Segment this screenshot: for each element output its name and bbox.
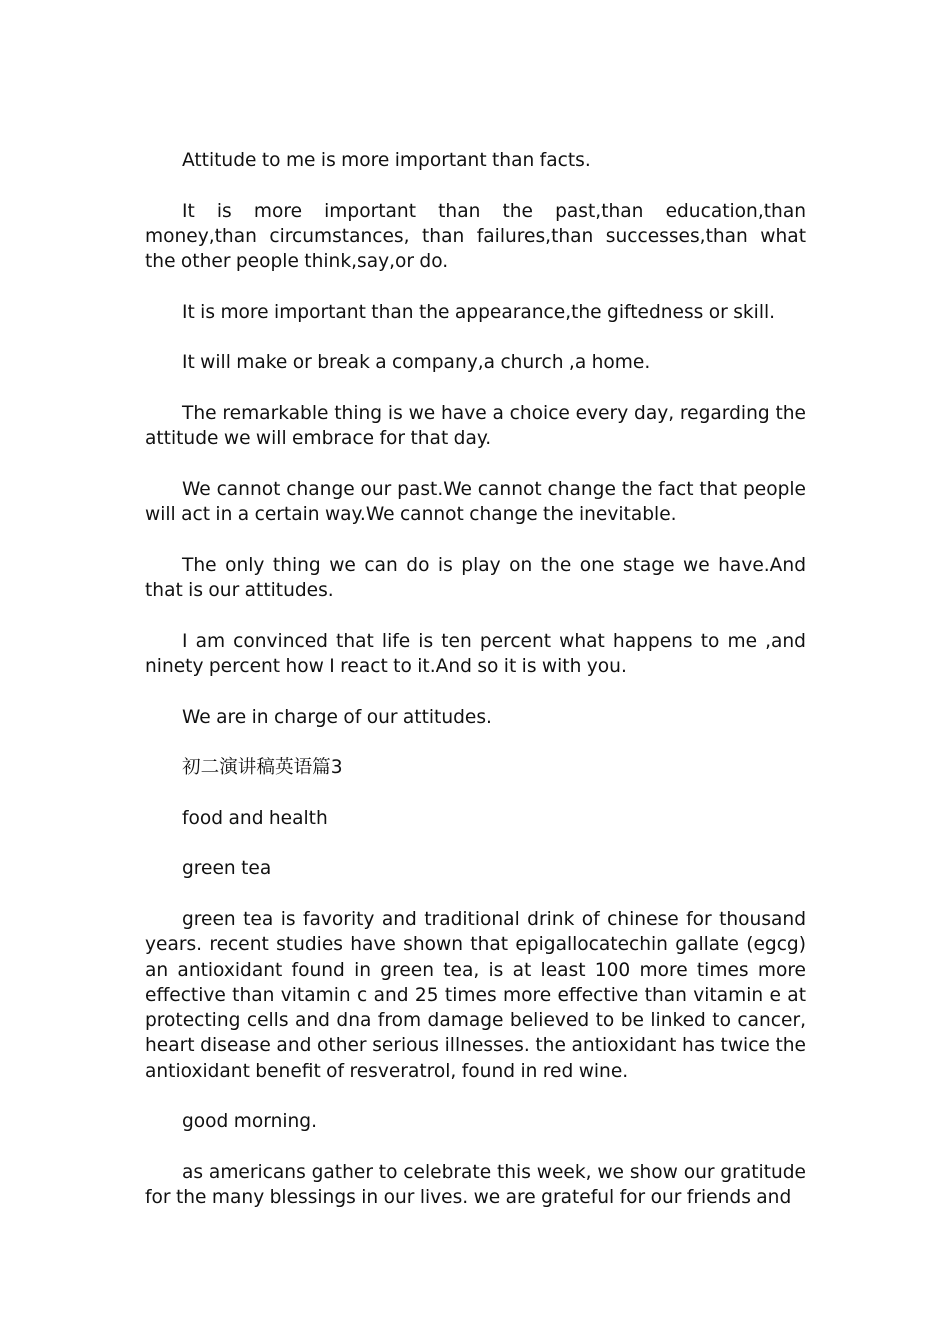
paragraph-attitude-facts: Attitude to me is more important than facts. [182, 150, 591, 171]
subheading-food-health: food and health [182, 807, 328, 829]
paragraph-in-charge: We are in charge of our attitudes. [182, 706, 492, 728]
subheading-green-tea: green tea [182, 858, 272, 880]
paragraph-make-or-break: It will make or break a company,a church ,a home. [182, 352, 651, 374]
paragraph-remarkable-thing: The remarkable thing is we have a choice every day, regarding the attitude we will embrace for that day. [145, 402, 806, 450]
section-heading: 初二演讲稿英语篇3 [182, 757, 343, 779]
paragraph-green-tea: green tea is favority and traditional drink of chinese for thousand years. recent studies have shown that epigallocatechin gallate (egcg) an antioxidant found in green tea, is at least 100 more times more effective than vitamin c and 25 times more effective than vitamin e at protecting cells and dna from damage believed to be linked to cancer, heart disease and other serious illnesses. the antioxidant has twice the antioxidant benefit of resveratrol, found in red wine. [145, 908, 806, 1082]
paragraph-only-thing: The only thing we can do is play on the one stage we have.And that is our attitudes. [145, 554, 806, 602]
paragraph-americans-gather: as americans gather to celebrate this week, we show our gratitude for the many blessings in our lives. we are grateful for our friends and [145, 1161, 806, 1209]
paragraph-appearance: It is more important than the appearance,the giftedness or skill. [182, 301, 776, 323]
document-body [145, 148, 806, 1236]
paragraph-more-important-past: It is more important than the past,than education,than money,than circumstances, than failures,than successes,than what the other people think,say,or do. [145, 200, 806, 273]
paragraph-ten-percent: I am convinced that life is ten percent what happens to me ,and ninety percent how I react to it.And so it is with you. [145, 630, 806, 677]
paragraph-cannot-change: We cannot change our past.We cannot change the fact that people will act in a certain way.We cannot change the inevitable. [145, 478, 806, 526]
paragraph-good-morning: good morning. [182, 1111, 318, 1133]
